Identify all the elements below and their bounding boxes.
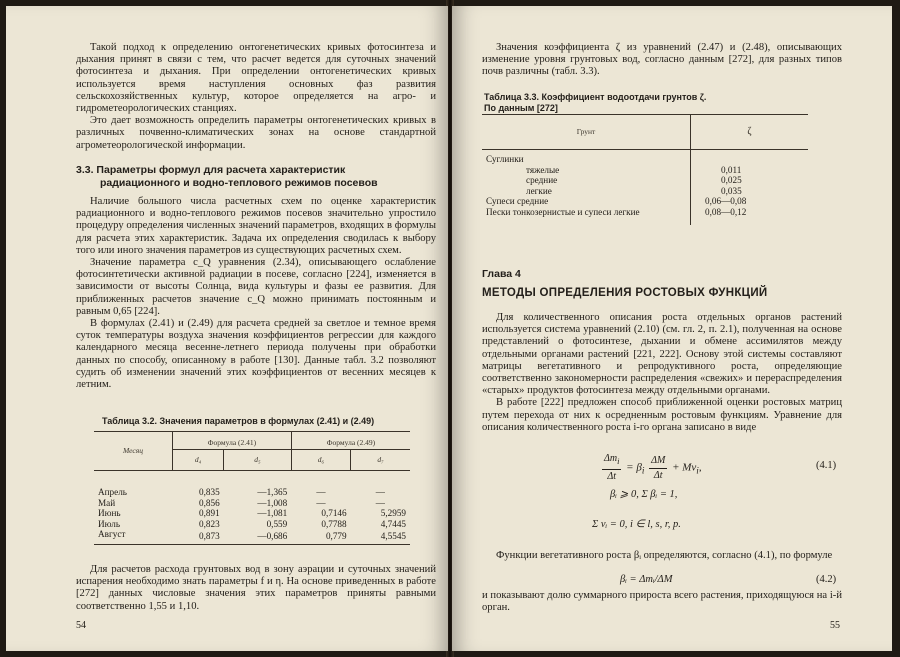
table-row: тяжелые 0,011 <box>482 165 808 176</box>
parameters-table <box>94 431 410 545</box>
equation-number: (4.1) <box>816 460 837 471</box>
paragraph: Значение параметра c_Q уравнения (2.34), описывающего ослабление фотосинтетически активной радиации в посеве, согласно [224], изменяется в зависимости от высоты Солнца, вида культуры и фазы ее развития. Для приближенных расчетов значение c_Q можно принимать постоянным и равным 0,65 [224]. <box>76 257 436 317</box>
equation-4-2: βᵢ = Δmᵢ/ΔM <box>620 574 673 585</box>
paragraph: и показывают долю суммарного прироста всего растения, приходящуюся на i-й орган. <box>482 590 842 614</box>
paragraph: Для расчетов расхода грунтовых вод в зону аэрации и суточных значений испарения необходимо знать параметры f и η. На основе приведенных в работе [272] данных числовые значения этих параметров приняты равными соответственно 1,55 и 1,10. <box>76 564 436 612</box>
paragraph: Значения коэффициента ζ из уравнений (2.47) и (2.48), описывающих изменение уровня грунтовых вод, согласно данным [272], для разных типов почв различны (табл. 3.3). <box>482 42 842 78</box>
table-row: легкие 0,035 <box>482 186 808 197</box>
table-row: Май 0,856 —1,008 — — <box>98 497 385 508</box>
section-body <box>76 196 436 391</box>
column-header: d₆ <box>291 449 350 471</box>
page-number: 54 <box>76 620 86 631</box>
paragraph: Это дает возможность определить параметры онтогенетических кривых в различных почвенно-климатических зонах на основе стандартной агрометеорологической информации. <box>76 115 436 151</box>
left-page <box>6 6 448 651</box>
table-row: Суглинки <box>482 154 808 165</box>
right-page <box>452 6 892 651</box>
mid-text <box>482 550 842 562</box>
paragraph: Функции вегетативного роста βᵢ определяются, согласно (4.1), по формуле <box>496 550 833 561</box>
table-caption: Таблица 3.3. Коэффициент водоотдачи грунтов ζ. По данным [272] <box>484 92 707 113</box>
table-caption: Таблица 3.2. Значения параметров в формулах (2.41) и (2.49) <box>102 416 375 426</box>
paragraph: Такой подход к определению онтогенетических кривых фотосинтеза и дыхания принят в связи с тем, что расчет ведется для суточных значений фотосинтеза и дыхания. При определении онтогенетических кривых используется время наступления основных фаз развития сельскохозяйственных культур, которое определяется на агро- и гидрометеорологических станциях. <box>76 42 436 115</box>
paragraph: Наличие большого числа расчетных схем по оценке характеристик радиационного и водно-теплового режимов посевов значительно упростило процедуру определения численных значений параметров, входящих в формулы для расчета этих характеристик. Задача их определения сводилась к выбору того или иного значения параметров из существующих расчетных схем. <box>76 196 436 256</box>
table-row: средние 0,025 <box>482 175 808 186</box>
table-row: Июнь 0,891 —1,081 0,7146 5,2959 <box>98 508 406 518</box>
table-row: Пески тонкозернистые и супеси легкие 0,08—0,12 <box>482 207 808 226</box>
chapter-body <box>482 312 842 434</box>
chapter-title: МЕТОДЫ ОПРЕДЕЛЕНИЯ РОСТОВЫХ ФУНКЦИЙ <box>482 287 768 299</box>
page-number: 55 <box>830 620 840 631</box>
equation-4-1: $\frac{\Delta m_i}{\Delta t}$ = $\beta_i$ $\frac{\Delta M}{\Delta t}$ + $Mv_i$, <box>604 453 702 482</box>
top-text <box>482 42 842 79</box>
paragraph: В работе [222] предложен способ приближенной оценки ростовых матриц путем перехода от них к осредненным ростовым функциям. Уравнение для описания количественного роста i-го органа записано в виде <box>482 397 842 433</box>
column-header: d₇ <box>351 449 410 471</box>
table-row: Супеси средние 0,06—0,08 <box>482 196 808 207</box>
final-text <box>482 590 842 614</box>
equation-line: Σ vᵢ = 0, i ∈ l, s, r, p. <box>592 519 681 530</box>
paragraph: Для количественного описания роста отдельных органов растений используется система уравнений (2.10) (см. гл. 2, п. 2.1), полученная на основе представлений о фотосинтезе, дыхании и обмене ассимилятов между отдельными органами растений [221, 222]. Основу этой системы составляют матрицы вегетативного и репродуктивного роста, определяющие соответственно закономерности распределения «свежих» и перераспределения «старых» продуктов фотосинтеза между отдельными органами. <box>482 312 842 397</box>
column-group-header: Формула (2.41) <box>173 432 292 450</box>
equation-line: βᵢ ⩾ 0, Σ βᵢ = 1, <box>610 489 678 500</box>
column-header: d₅ <box>224 449 292 471</box>
intro-text <box>76 42 436 152</box>
closing-text <box>76 564 436 613</box>
table-row: Апрель 0,835 —1,365 — — <box>98 487 385 497</box>
column-group-header: Формула (2.49) <box>326 438 376 447</box>
column-header: ζ <box>747 125 752 137</box>
equation-number: (4.2) <box>816 574 837 585</box>
column-header: d₄ <box>173 449 224 471</box>
table-row: Июль 0,823 0,559 0,7788 4,7445 <box>98 518 406 529</box>
table-row: Август 0,873 —0,686 0,779 4,5545 <box>94 529 410 544</box>
chapter-label: Глава 4 <box>482 268 521 280</box>
section-heading: 3.3. Параметры формул для расчета характеристик радиационного и водно-теплового режимов посевов <box>76 164 378 189</box>
column-header: Грунт <box>482 115 691 150</box>
column-header: Месяц <box>94 432 173 471</box>
soil-table <box>482 114 808 225</box>
paragraph: В формулах (2.41) и (2.49) для расчета средней за светлое и темное время суток температуры воздуха значения коэффициентов регрессии для каждого календарного месяца весенне-летнего периода получены при обработки данных по способу, описанному в работе [130]. Данные табл. 3.2 позволяют судить об изменении значений этих коэффициентов от весенних месяцев к летним. <box>76 318 436 391</box>
